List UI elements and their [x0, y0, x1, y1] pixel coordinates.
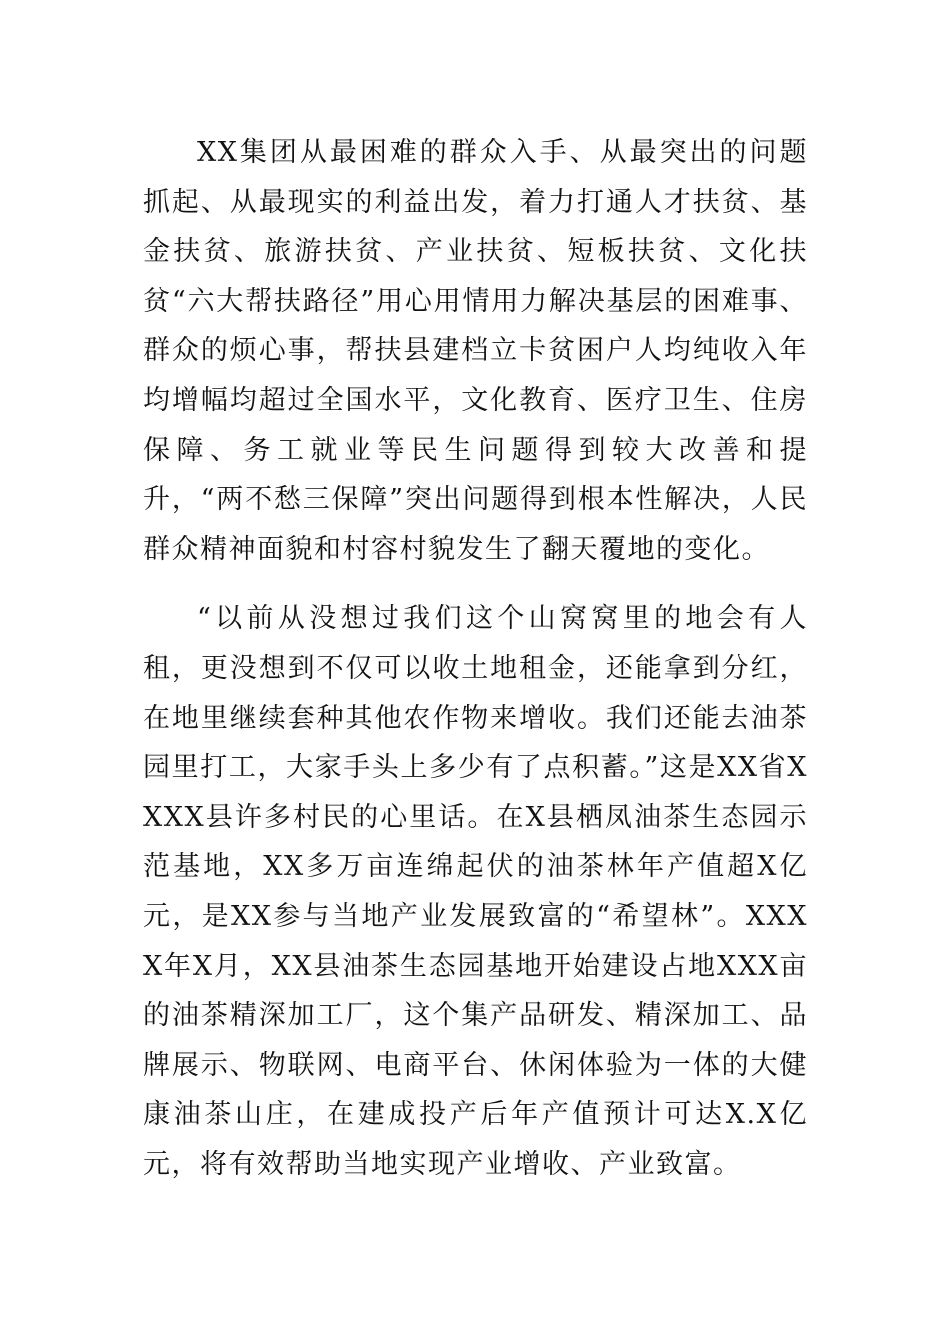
document-body [143, 128, 808, 1189]
paragraph-2: “以前从没想过我们这个山窝窝里的地会有人租，更没想到不仅可以收土地租金，还能拿到分红，在地里继续套种其他农作物来增收。我们还能去油茶园里打工，大家手头上多少有了点积蓄。”这是XX省XXXX县许多村民的心里话。在X县栖凤油茶生态园示范基地，XX多万亩连绵起伏的油茶林年产值超X亿元，是XX参与当地产业发展致富的“希望林”。XXXX年X月，XX县油茶生态园基地开始建设占地XXX亩的油茶精深加工厂，这个集产品研发、精深加工、品牌展示、物联网、电商平台、休闲体验为一体的大健康油茶山庄，在建成投产后年产值预计可达X.X亿元，将有效帮助当地实现产业增收、产业致富。 [143, 603, 808, 1180]
paragraph-1: XX集团从最困难的群众入手、从最突出的问题抓起、从最现实的利益出发，着力打通人才扶贫、基金扶贫、旅游扶贫、产业扶贫、短板扶贫、文化扶贫“六大帮扶路径”用心用情用力解决基层的困难事、群众的烦心事，帮扶县建档立卡贫困户人均纯收入年均增幅均超过全国水平，文化教育、医疗卫生、住房保障、务工就业等民生问题得到较大改善和提升，“两不愁三保障”突出问题得到根本性解决，人民群众精神面貌和村容村貌发生了翻天覆地的变化。 [143, 137, 808, 565]
